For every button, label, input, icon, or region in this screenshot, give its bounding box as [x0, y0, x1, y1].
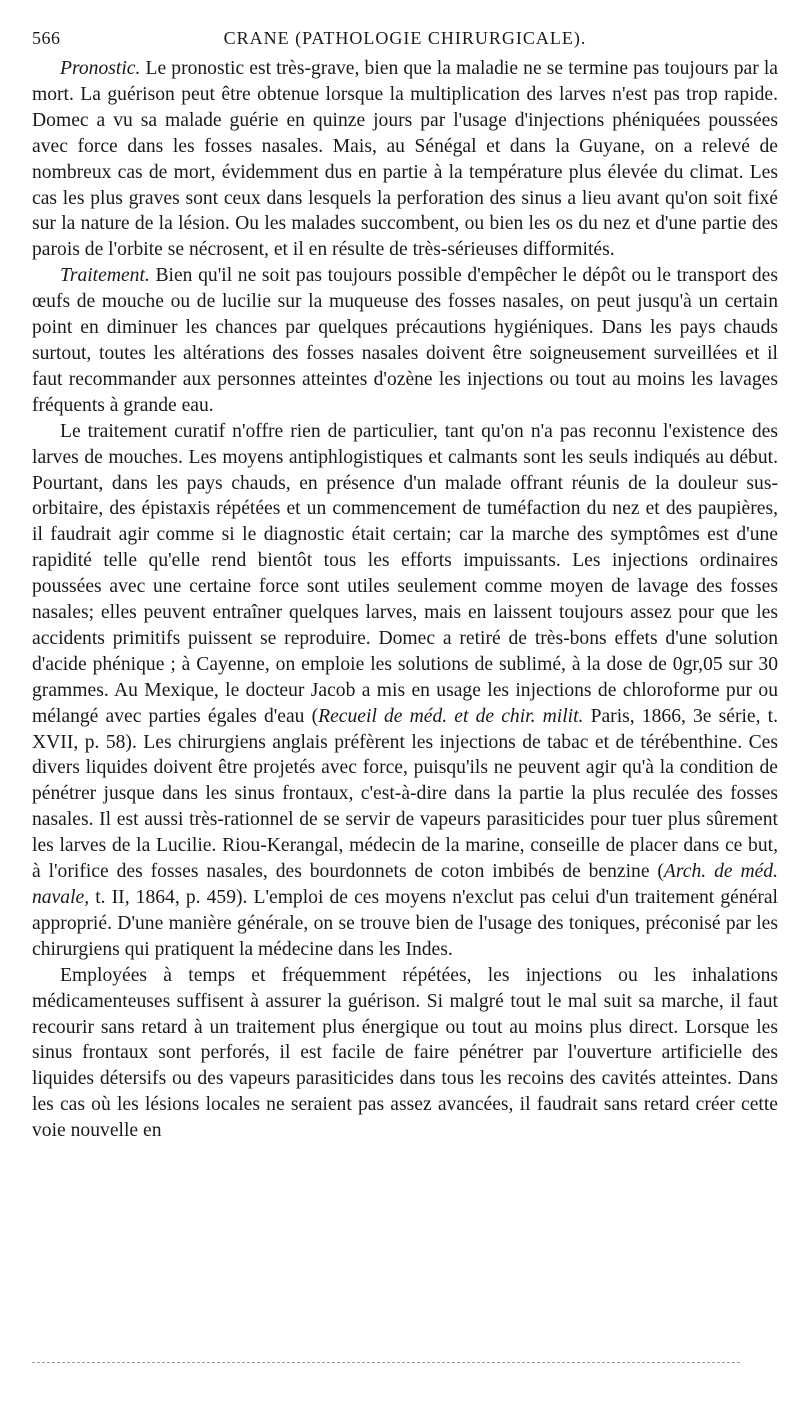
paragraph-text: Employées à temps et fréquemment répétées, les injections ou les inhalations médicamenteuses suffisent à assurer la guérison. Si malgré tout le mal suit sa marche, il faut recourir sans retard à un traitement plus énergique ou tout au moins plus direct. Lorsque les sinus frontaux sont perforés, il est facile de faire pénétrer par l'ouverture artificielle des liquides détersifs ou des vapeurs parasiticides dans tous les recoins des cavités atteintes. Dans les cas où les lésions locales ne seraient pas assez avancées, il faudrait sans retard créer cette voie nouvelle en	[32, 964, 778, 1142]
paragraph-text: Le traitement curatif n'offre rien de particulier, tant qu'on n'a pas reconnu l'existence des larves de mouches. Les moyens antiphlogistiques et calmants sont les seuls indiqués au début. Pourtant, dans les pays chauds, en présence d'un malade offrant réunis de la douleur sus-orbitaire, des épistaxis répétées et un commencement de tuméfaction du nez et des paupières, il faudrait agir comme si le diagnostic était certain; car la marche des symptômes est d'une rapidité telle qu'elle rend bientôt tous les efforts impuissants. Les injections ordinaires poussées avec une certaine force sont utiles seulement comme moyen de lavage des fosses nasales; elles peuvent entraîner quelques larves, mais en laissent toujours assez pour que les accidents primitifs puissent se reproduire. Domec a retiré de très-bons effets d'une solution d'acide phénique ; à Cayenne, on emploie les solutions de sublimé, à la dose de 0gr,05 sur 30 grammes. Au Mexique, le docteur Jacob a mis en usage les injections de chloroforme pur ou mélangé avec parties égales d'eau (	[32, 420, 778, 727]
section-lead-pronostic: Pronostic.	[60, 58, 141, 79]
section-lead-traitement: Traitement.	[60, 265, 150, 287]
citation: Arch. de méd. navale,	[32, 861, 778, 908]
citation: Recueil de méd. et de chir. milit.	[318, 705, 584, 727]
footer-divider	[32, 1362, 740, 1363]
document-page	[32, 28, 778, 1144]
page-number: 566	[32, 28, 61, 48]
paragraph-injections	[32, 963, 778, 1144]
paragraph-text: Le pronostic est très-grave, bien que la maladie ne se termine pas toujours par la mort. La guérison peut être obtenue lorsque la multiplication des larves n'est pas trop rapide. Domec a vu sa malade guérie en quinze jours par l'usage d'injections phéniquées poussées avec force dans les fosses nasales. Mais, au Sénégal et dans la Guyane, on a relevé de nombreux cas de mort, évidemment dus en partie à la température plus élevée du climat. Les cas les plus graves sont ceux dans lesquels la perforation des sinus a lieu avant qu'on soit fixé sur la nature de la lésion. Ou les malades succombent, ou bien les os du nez et d'une partie des parois de l'orbite se nécrosent, et il en résulte de très-sérieuses difformités.	[32, 58, 778, 261]
paragraph-text: Paris, 1866, 3e série, t. XVII, p. 58). Les chirurgiens anglais préfèrent les injections de tabac et de térébenthine. Ces divers liquides doivent être projetés avec force, puisqu'ils ne peuvent agir qu'à la condition de pénétrer jusque dans les sinus frontaux, c'est-à-dire dans la partie la plus reculée des fosses nasales. Il est aussi très-rationnel de se servir de vapeurs parasiticides pour tuer plus sûrement les larves de la Lucilie. Riou-Kerangal, médecin de la marine, conseille de placer dans ce but, à l'orifice des fosses nasales, des bourdonnets de coton imbibés de benzine (	[32, 705, 778, 883]
paragraph-traitement	[32, 263, 778, 418]
page-header	[32, 28, 778, 56]
running-head: CRANE (PATHOLOGIE CHIRURGICALE).	[223, 28, 587, 48]
paragraph-text: t. II, 1864, p. 459). L'emploi de ces moyens n'exclut pas celui d'un traitement général approprié. D'une manière générale, on se trouve bien de l'usage des toniques, préconisé par les chirurgiens qui pratiquent la médecine dans les Indes.	[32, 887, 778, 960]
body-text	[32, 56, 778, 1144]
paragraph-text: Bien qu'il ne soit pas toujours possible d'empêcher le dépôt ou le transport des œufs de mouche ou de lucilie sur la muqueuse des fosses nasales, on peut jusqu'à un certain point en diminuer les chances par quelques précautions hygiéniques. Dans les pays chauds surtout, toutes les altérations des fosses nasales doivent être soigneusement surveillées et il faut recommander aux personnes atteintes d'ozène les injections ou tout au moins les lavages fréquents à grande eau.	[32, 265, 778, 416]
paragraph-traitement-curatif	[32, 419, 778, 963]
paragraph-pronostic	[32, 56, 778, 263]
